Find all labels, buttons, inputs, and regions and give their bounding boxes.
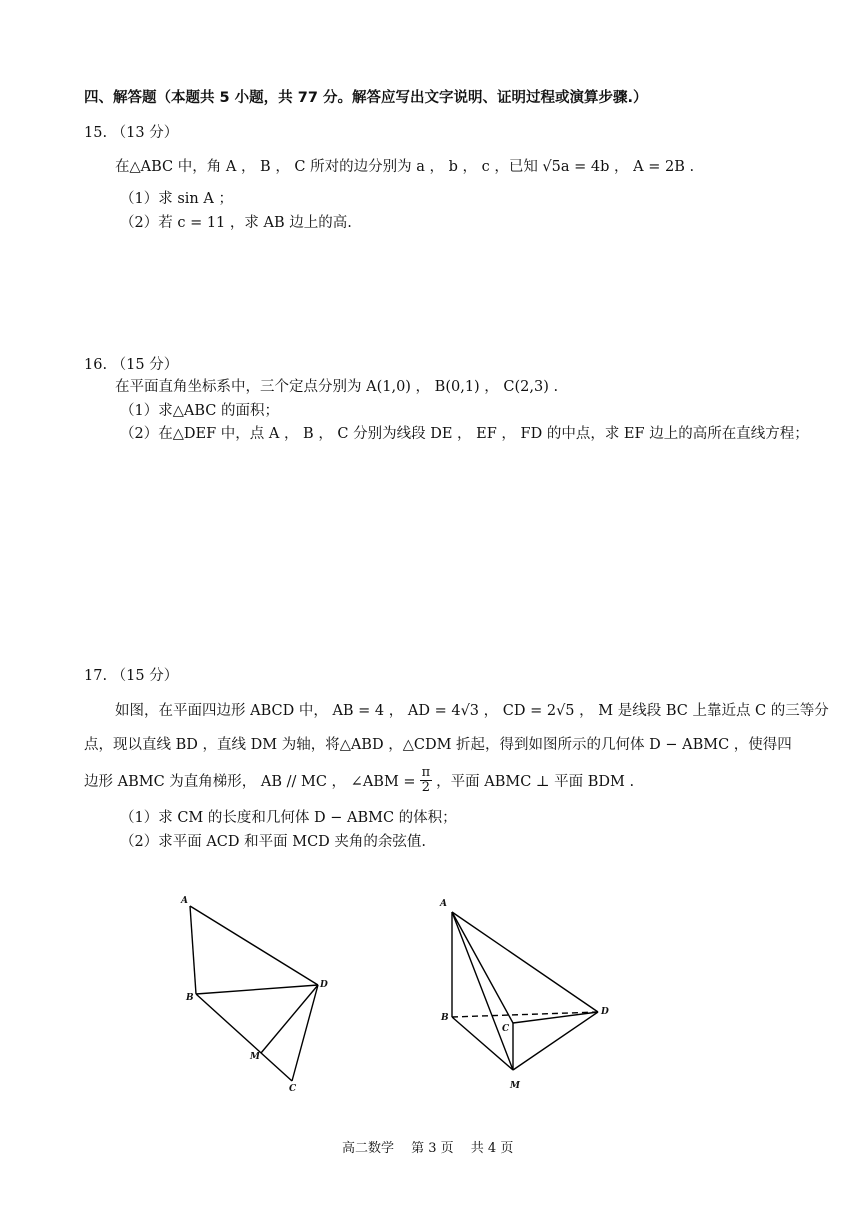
section-heading: 四、解答题（本题共 5 小题，共 77 分。解答应写出文字说明、证明过程或演算步骤.） xyxy=(84,90,648,106)
q16-stem: 在平面直角坐标系中，三个定点分别为 A(1,0) ， B(0,1) ， C(2,3) . xyxy=(115,379,559,395)
q17-line3-pre: 边形 ABMC 为直角梯形， AB // MC ， ∠ABM = xyxy=(84,774,416,790)
q17-line3-post: ，平面 ABMC ⊥ 平面 BDM . xyxy=(436,774,635,790)
label-right-M: M xyxy=(510,1081,520,1091)
label-right-C: C xyxy=(502,1024,510,1034)
edge-AD xyxy=(190,906,318,985)
q17-part2: （2）求平面 ACD 和平面 MCD 夹角的余弦值. xyxy=(120,834,427,850)
edge-AC-3d xyxy=(452,912,513,1023)
label-left-B: B xyxy=(186,993,194,1003)
q15-header: 15. （13 分） xyxy=(84,125,179,141)
q16-part1: （1）求△ABC 的面积； xyxy=(120,403,279,419)
edge-AD-3d xyxy=(452,912,598,1012)
q16-part2: （2）在△DEF 中，点 A ， B ， C 分别为线段 DE ， EF ， FD 的中点，求 EF 边上的高所在直线方程； xyxy=(120,426,809,442)
figure-right xyxy=(452,912,598,1070)
label-left-M: M xyxy=(250,1052,260,1062)
edge-BC xyxy=(196,994,292,1081)
label-left-A: A xyxy=(181,896,188,906)
edge-AM-3d xyxy=(452,912,513,1070)
q16-header: 16. （15 分） xyxy=(84,357,179,373)
fraction-numerator: π xyxy=(421,765,431,780)
edge-BD xyxy=(196,985,318,994)
q17-part1: （1）求 CM 的长度和几何体 D − ABMC 的体积； xyxy=(120,810,457,826)
edge-AB xyxy=(190,906,196,994)
q17-line2: 点，现以直线 BD ，直线 DM 为轴，将△ABD ，△CDM 折起，得到如图所示的几何体 D − ABMC ，使得四 xyxy=(84,737,792,753)
fraction-denominator: 2 xyxy=(421,780,430,795)
label-right-A: A xyxy=(440,899,447,909)
page-footer: 高二数学 第 3 页 共 4 页 xyxy=(342,1141,514,1156)
q17-header: 17. （15 分） xyxy=(84,668,179,684)
q15-part1: （1）求 sin A ； xyxy=(120,191,233,207)
label-right-B: B xyxy=(441,1013,449,1023)
label-left-C: C xyxy=(289,1084,297,1094)
label-left-D: D xyxy=(320,980,328,990)
label-right-D: D xyxy=(601,1007,609,1017)
q17-line1: 如图，在平面四边形 ABCD 中， AB = 4 ， AD = 4√3 ， CD = 2√5 ， M 是线段 BC 上靠近点 C 的三等分 xyxy=(115,703,829,719)
q15-stem: 在△ABC 中，角 A ， B ， C 所对的边分别为 a ， b ， c ，已知 √5a = 4b ， A = 2B . xyxy=(115,159,695,175)
q15-part2: （2）若 c = 11 ，求 AB 边上的高. xyxy=(120,215,352,231)
edge-DC xyxy=(292,985,318,1081)
